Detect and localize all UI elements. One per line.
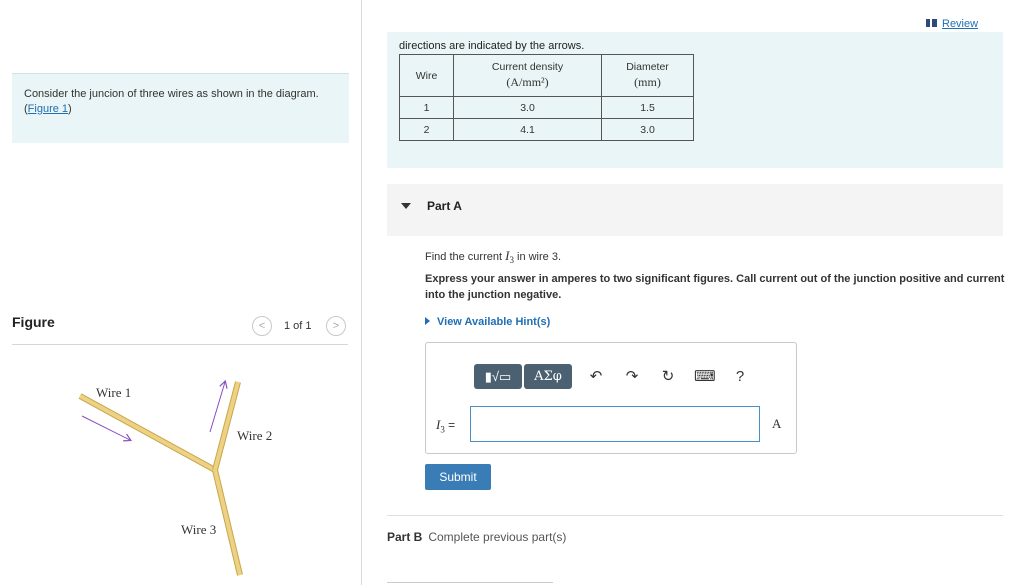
question-text-end: in wire 3. bbox=[513, 251, 562, 263]
prev-figure-button[interactable]: < bbox=[252, 316, 272, 336]
review-link[interactable] bbox=[926, 18, 978, 30]
wire-3-label: Wire 3 bbox=[181, 522, 217, 537]
reset-icon[interactable]: ↻ bbox=[661, 368, 675, 385]
wire-2-label: Wire 2 bbox=[237, 428, 273, 443]
templates-button[interactable]: ▮√▭ bbox=[474, 364, 522, 389]
answer-subscript: 3 bbox=[440, 424, 445, 435]
expand-triangle-icon bbox=[425, 317, 430, 325]
header-wire: Wire bbox=[400, 55, 454, 97]
problem-text: Consider the juncion of three wires as shown in the diagram. ( bbox=[24, 88, 319, 115]
question-text: Find the current bbox=[425, 251, 506, 263]
question-variable: I bbox=[505, 248, 510, 263]
header-d-label: Diameter bbox=[626, 61, 669, 73]
answer-variable-label bbox=[436, 417, 455, 434]
answer-entry-box bbox=[425, 342, 797, 454]
part-b-status: Complete previous part(s) bbox=[428, 530, 567, 544]
submit-button[interactable]: Submit bbox=[425, 464, 491, 490]
view-hints-link[interactable] bbox=[425, 316, 550, 328]
figure-counter: 1 of 1 bbox=[284, 320, 312, 332]
table-intro: directions are indicated by the arrows. bbox=[399, 40, 585, 52]
answer-unit: A bbox=[772, 416, 782, 431]
part-b-header[interactable] bbox=[387, 530, 566, 544]
data-table-panel bbox=[387, 32, 1003, 168]
question-subscript: 3 bbox=[509, 255, 514, 266]
cell-current-density: 3.0 bbox=[454, 97, 602, 119]
cell-diameter: 1.5 bbox=[602, 97, 694, 119]
hint-label: View Available Hint(s) bbox=[437, 316, 551, 328]
cell-current-density: 4.1 bbox=[454, 119, 602, 141]
part-a-label: Part A bbox=[427, 199, 462, 213]
table-header-row bbox=[400, 55, 694, 97]
figure-link[interactable]: Figure 1 bbox=[27, 103, 69, 115]
header-cd-label: Current density bbox=[491, 61, 564, 73]
help-icon[interactable]: ? bbox=[735, 368, 745, 385]
table-row bbox=[400, 97, 694, 119]
wire-1-label: Wire 1 bbox=[96, 385, 132, 400]
answer-input[interactable] bbox=[470, 406, 760, 442]
problem-statement bbox=[12, 73, 349, 143]
greek-symbols-button[interactable]: ΑΣφ bbox=[524, 364, 572, 389]
collapse-triangle-icon bbox=[401, 203, 411, 209]
table-row bbox=[400, 119, 694, 141]
header-d-unit: (mm) bbox=[634, 75, 661, 89]
part-b-label: Part B bbox=[387, 530, 423, 544]
header-current-density bbox=[454, 55, 602, 97]
header-diameter bbox=[602, 55, 694, 97]
answer-instructions: Express your answer in amperes to two significant figures. Call current out of the junction positive and current into the junction negative. bbox=[425, 273, 1005, 301]
equals-sign: = bbox=[444, 418, 456, 432]
wire-data-table bbox=[399, 54, 694, 141]
undo-icon[interactable]: ↶ bbox=[589, 368, 603, 385]
problem-close: ) bbox=[68, 103, 72, 115]
part-a-question bbox=[425, 248, 561, 265]
left-panel bbox=[0, 0, 362, 585]
redo-icon[interactable]: ↷ bbox=[625, 368, 639, 385]
cell-wire: 1 bbox=[400, 97, 454, 119]
cell-wire: 2 bbox=[400, 119, 454, 141]
keyboard-icon[interactable]: ⌨ bbox=[694, 368, 716, 385]
wire-junction-diagram bbox=[60, 370, 300, 580]
section-divider bbox=[387, 515, 1003, 516]
review-icon bbox=[926, 19, 937, 27]
next-figure-button[interactable]: > bbox=[326, 316, 346, 336]
figure-header bbox=[12, 312, 348, 345]
header-cd-unit: (A/mm²) bbox=[506, 75, 549, 89]
figure-title: Figure bbox=[12, 314, 55, 330]
bottom-divider bbox=[387, 582, 553, 583]
review-label: Review bbox=[942, 18, 979, 30]
wire-2-arrow bbox=[210, 382, 225, 432]
answer-variable: I bbox=[436, 417, 441, 432]
cell-diameter: 3.0 bbox=[602, 119, 694, 141]
part-a-header[interactable] bbox=[387, 184, 1003, 236]
